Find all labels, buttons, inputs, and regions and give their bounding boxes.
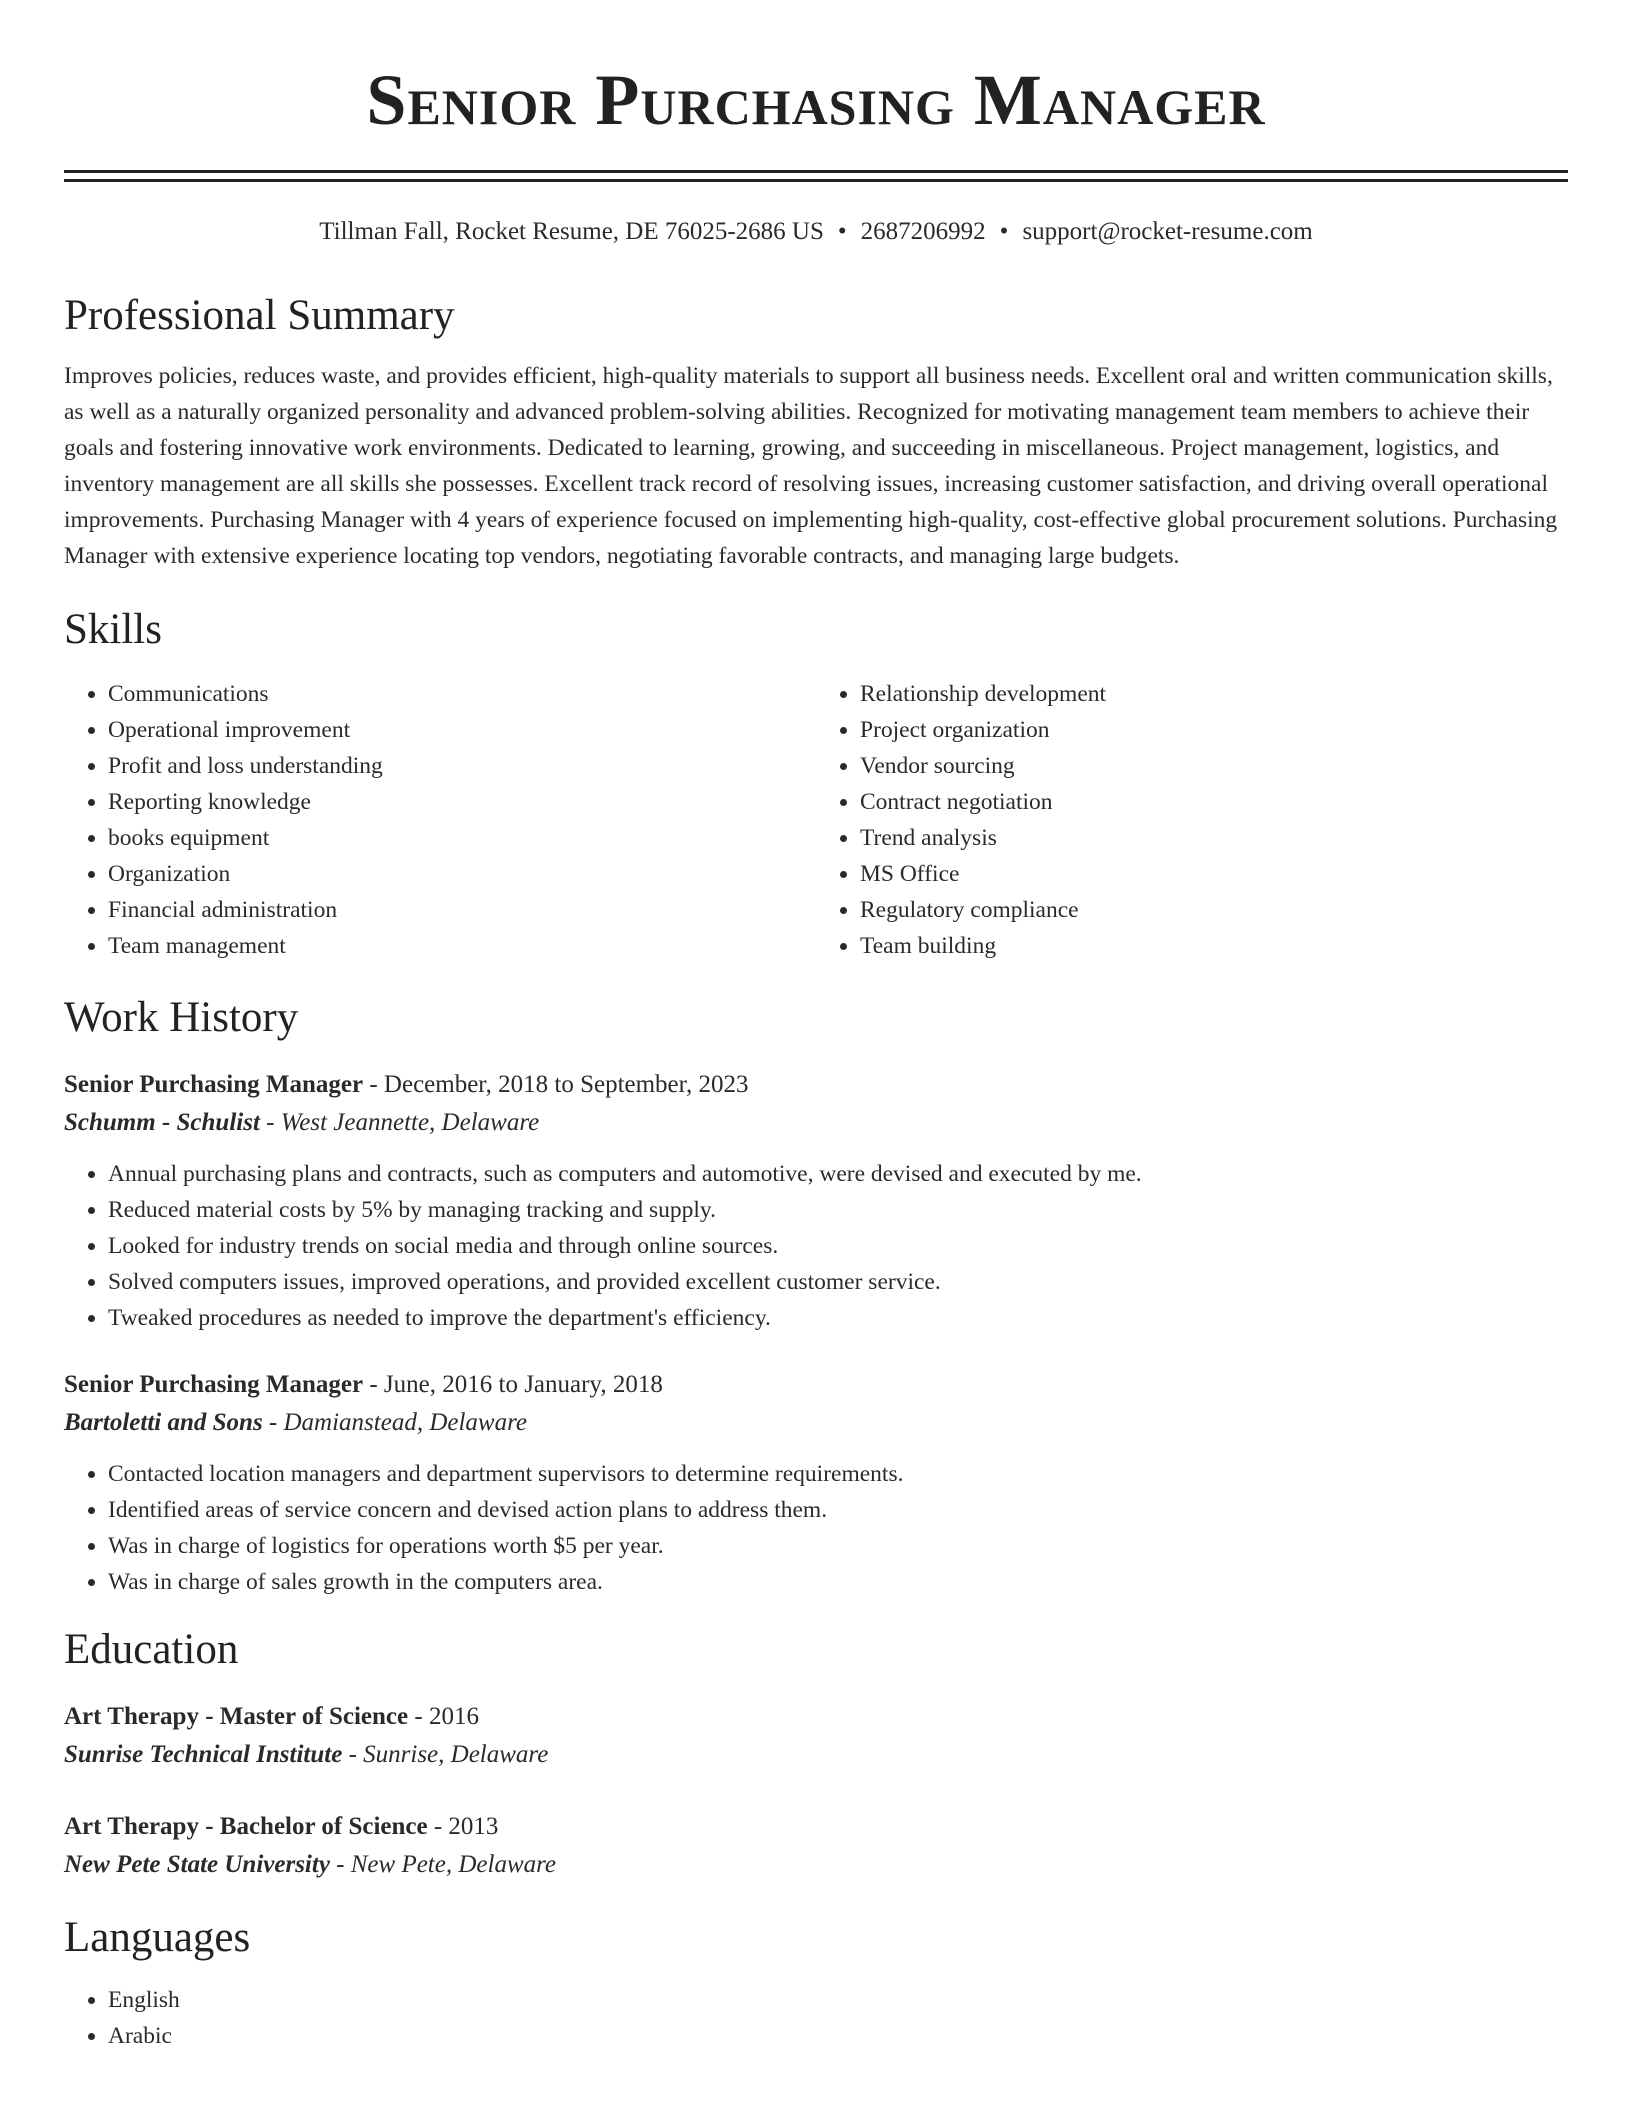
skill-item: • books equipment [108, 820, 816, 856]
job-header [64, 1066, 1568, 1104]
education-heading: Education [64, 1626, 239, 1673]
job-title: Senior Purchasing Manager [64, 1371, 364, 1398]
job-dates: - December, 2018 to September, 2023 [363, 1071, 749, 1098]
skill-item: • Regulatory compliance [860, 892, 1568, 928]
education-degree-line [64, 1698, 1568, 1736]
education-school-line [64, 1846, 1568, 1884]
job-entry [64, 1066, 1568, 1336]
skill-item: • Vendor sourcing [860, 748, 1568, 784]
job-bullet: • Was in charge of logistics for operations worth $5 per year. [108, 1528, 1568, 1564]
contact-phone: 2687206992 [860, 218, 986, 245]
education-school-line [64, 1736, 1568, 1774]
summary-text: Improves policies, reduces waste, and provides efficient, high-quality materials to support all business needs. Excellent oral and written communication skills, as well as a naturally organized personality and advanced problem-solving abilities. Recognized for motivating management team members to achieve their goals and fostering innovative work environments. Dedicated to learning, growing, and succeeding in miscellaneous. Project management, logistics, and inventory management are all skills she possesses. Excellent track record of resolving issues, increasing customer satisfaction, and driving overall operational improvements. Purchasing Manager with 4 years of experience focused on implementing high-quality, cost-effective global procurement solutions. Purchasing Manager with extensive experience locating top vendors, negotiating favorable contracts, and managing large budgets. [64, 363, 1558, 569]
job-bullet: • Looked for industry trends on social media and through online sources. [108, 1228, 1568, 1264]
education-year: - 2013 [427, 1813, 499, 1840]
skills-heading: Skills [64, 606, 162, 653]
job-company-line [64, 1104, 1568, 1142]
skills-list-left [64, 676, 816, 964]
skill-item: • Relationship development [860, 676, 1568, 712]
job-bullet: • Identified areas of service concern and devised action plans to address them. [108, 1492, 1568, 1528]
skill-item: • Communications [108, 676, 816, 712]
languages-heading: Languages [64, 1914, 251, 1961]
contact-address: Tillman Fall, Rocket Resume, DE 76025-2686 US [319, 218, 824, 245]
skill-item: • Reporting knowledge [108, 784, 816, 820]
education-school: New Pete State University [64, 1851, 330, 1878]
skill-item: • Project organization [860, 712, 1568, 748]
summary-heading: Professional Summary [64, 292, 455, 339]
languages-section [64, 1912, 1568, 2054]
education-section [64, 1624, 1568, 1884]
education-entry [64, 1808, 1568, 1884]
contact-separator: • [999, 218, 1009, 245]
skill-item: • Organization [108, 856, 816, 892]
job-company: Bartoletti and Sons [64, 1409, 263, 1436]
job-bullet: • Tweaked procedures as needed to improve the department's efficiency. [108, 1300, 1568, 1336]
job-bullets [64, 1456, 1568, 1600]
education-degree-line [64, 1808, 1568, 1846]
contact-separator: • [837, 218, 847, 245]
job-location: - West Jeannette, Delaware [259, 1109, 540, 1136]
job-bullet: • Reduced material costs by 5% by managing tracking and supply. [108, 1192, 1568, 1228]
skill-item: • Contract negotiation [860, 784, 1568, 820]
job-header [64, 1366, 1568, 1404]
job-company: Schumm - Schulist [64, 1109, 260, 1136]
skills-columns [64, 676, 1568, 964]
education-entry [64, 1698, 1568, 1774]
contact-line [64, 216, 1568, 248]
education-degree: Art Therapy - Bachelor of Science [64, 1813, 428, 1840]
job-bullet: • Contacted location managers and department supervisors to determine requirements. [108, 1456, 1568, 1492]
language-item: • Arabic [108, 2018, 1568, 2054]
skill-item: • Profit and loss understanding [108, 748, 816, 784]
education-school: Sunrise Technical Institute [64, 1741, 343, 1768]
job-dates: - June, 2016 to January, 2018 [363, 1371, 663, 1398]
languages-list [64, 1982, 1568, 2054]
education-degree: Art Therapy - Master of Science [64, 1703, 409, 1730]
education-year: - 2016 [408, 1703, 479, 1730]
language-item: • English [108, 1982, 1568, 2018]
skill-item: • Financial administration [108, 892, 816, 928]
contact-email: support@rocket-resume.com [1022, 218, 1313, 245]
skill-item: • MS Office [860, 856, 1568, 892]
skill-item: • Team building [860, 928, 1568, 964]
skill-item: • Team management [108, 928, 816, 964]
work-history-section [64, 992, 1568, 1600]
resume-title: Senior Purchasing Manager [366, 60, 1266, 140]
job-bullet: • Solved computers issues, improved operations, and provided excellent customer service. [108, 1264, 1568, 1300]
job-entry [64, 1366, 1568, 1600]
work-history-heading: Work History [64, 994, 299, 1041]
job-bullets [64, 1156, 1568, 1336]
education-location: - New Pete, Delaware [329, 1851, 557, 1878]
job-company-line [64, 1404, 1568, 1442]
title-divider [64, 170, 1568, 182]
job-bullet: • Annual purchasing plans and contracts, such as computers and automotive, were devised and executed by me. [108, 1156, 1568, 1192]
education-location: - Sunrise, Delaware [342, 1741, 549, 1768]
skills-list-right [816, 676, 1568, 964]
skill-item: • Operational improvement [108, 712, 816, 748]
summary-section [64, 290, 1568, 574]
skills-section [64, 604, 1568, 964]
skill-item: • Trend analysis [860, 820, 1568, 856]
job-bullet: • Was in charge of sales growth in the computers area. [108, 1564, 1568, 1600]
job-location: - Damianstead, Delaware [262, 1409, 527, 1436]
job-title: Senior Purchasing Manager [64, 1071, 364, 1098]
